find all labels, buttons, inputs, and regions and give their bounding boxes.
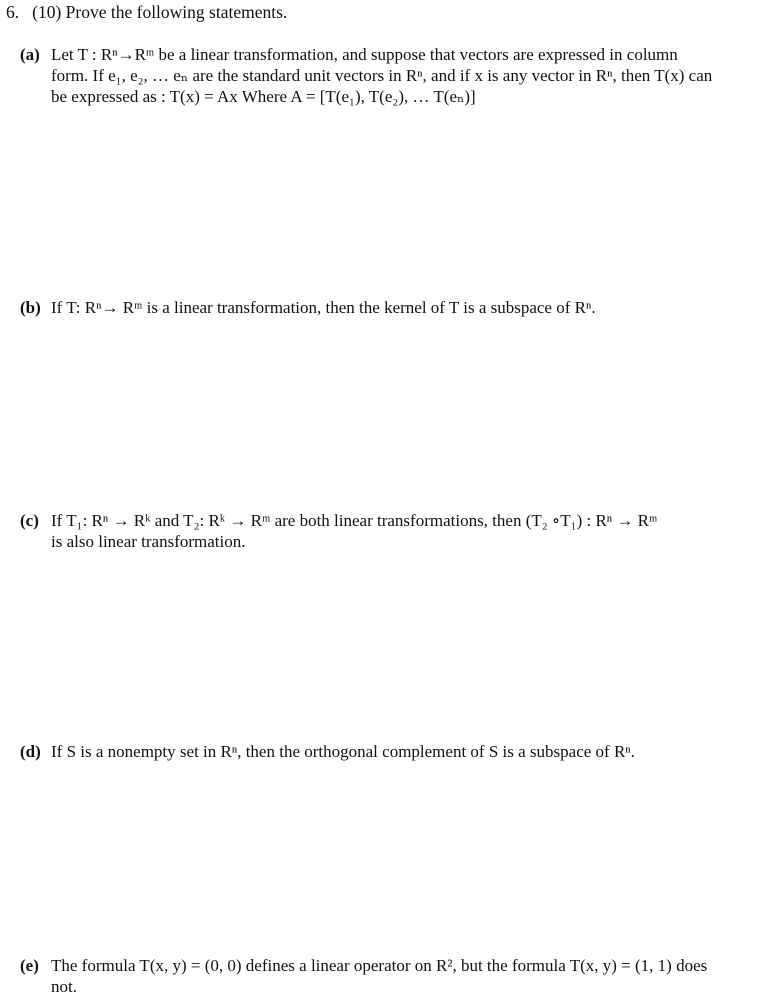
part-e-label: (e): [20, 956, 39, 975]
part-e: [20, 955, 765, 997]
question-instruction: Prove the following statements.: [65, 2, 288, 22]
question-number: 6.: [6, 2, 20, 22]
part-b: [20, 297, 765, 318]
part-a-line-1: Let T : Rⁿ→Rᵐ be a linear transformation, and suppose that vectors are expressed in column: [51, 45, 678, 64]
part-c-line-2: is also linear transformation.: [51, 532, 246, 551]
part-d: [20, 741, 765, 762]
part-b-label: (b): [20, 298, 41, 317]
part-c: [20, 510, 765, 552]
part-d-line-1: If S is a nonempty set in Rⁿ, then the orthogonal complement of S is a subspace of Rⁿ.: [51, 742, 635, 761]
part-a-label: (a): [20, 45, 40, 64]
part-a-line-3: be expressed as : T(x) = Ax Where A = [T(e₁), T(e₂), … T(eₙ)]: [51, 87, 476, 106]
part-e-line-2: not.: [51, 977, 77, 996]
part-c-line-1: If T₁: Rⁿ → Rᵏ and T₂: Rᵏ → Rᵐ are both linear transformations, then (T₂ ∘T₁) : Rⁿ → Rᵐ: [51, 511, 658, 530]
part-a: [20, 44, 765, 107]
question-header: [6, 2, 287, 23]
question-points: (10): [32, 2, 62, 22]
part-d-label: (d): [20, 742, 41, 761]
part-b-line-1: If T: Rⁿ→ Rᵐ is a linear transformation, then the kernel of T is a subspace of Rⁿ.: [51, 298, 596, 317]
part-a-line-2: form. If e₁, e₂, … eₙ are the standard unit vectors in Rⁿ, and if x is any vector in Rⁿ, then T(x) can: [51, 66, 713, 85]
part-e-line-1: The formula T(x, y) = (0, 0) defines a linear operator on R², but the formula T(x, y) = (1, 1) does: [51, 956, 708, 975]
part-c-label: (c): [20, 511, 39, 530]
